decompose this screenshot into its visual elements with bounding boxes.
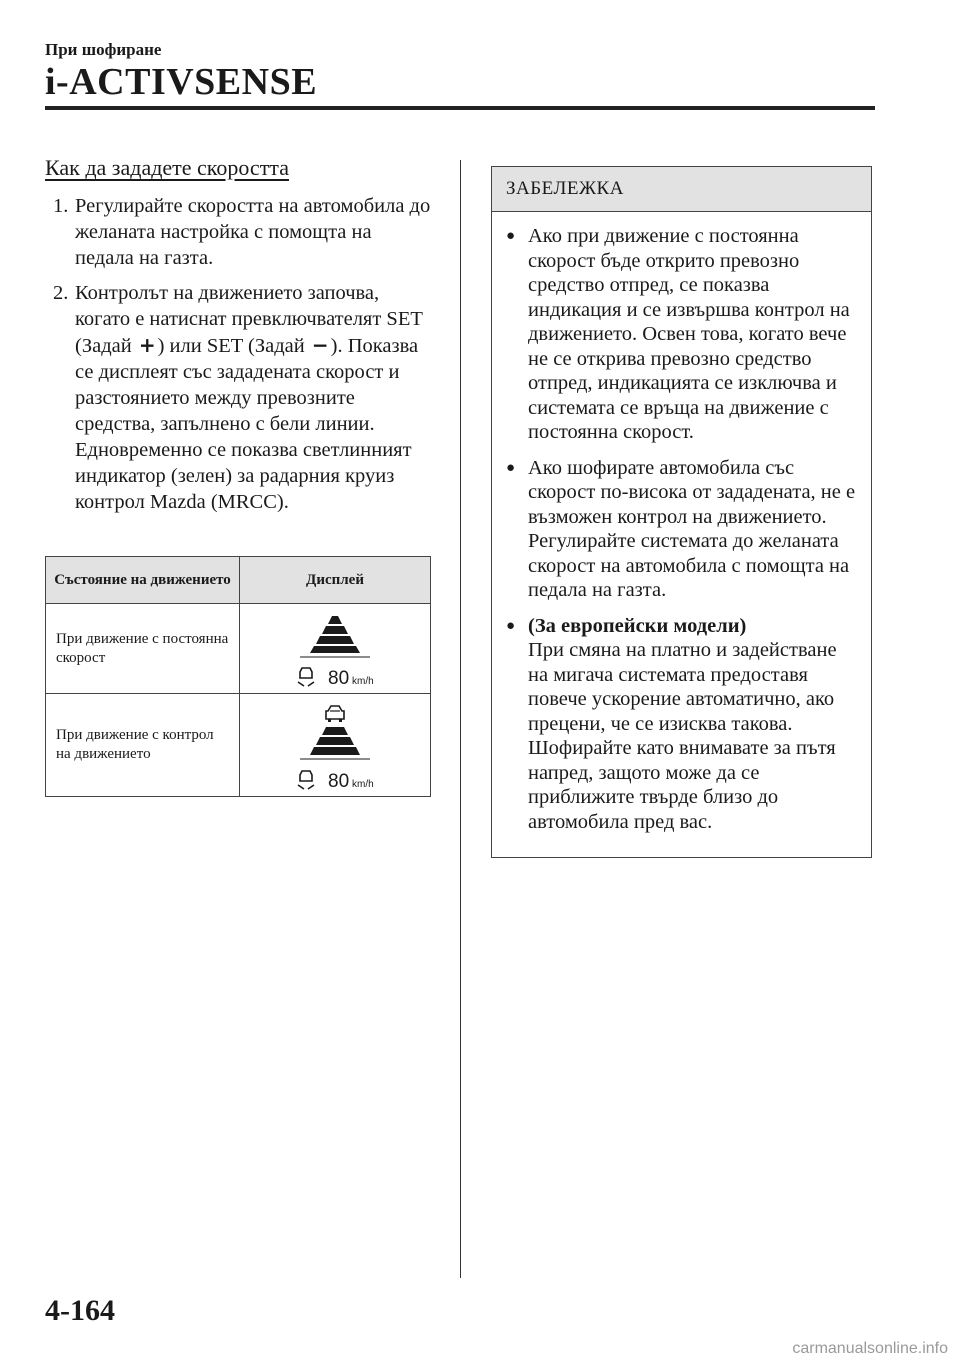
note-text: При смяна на платно и задействане на мигача системата предоставя повече ускорение автоматично, ако прецени, че се изисква такова. Шофирайте като внимавате за пътя напред, защото може да се приближите твърде близо до автомобила пред вас. [528, 639, 837, 833]
speed-unit: km/h [352, 779, 374, 790]
subheading: Как да зададете скоростта [45, 155, 289, 180]
distance-bars-icon [310, 616, 360, 653]
step-text: ) или SET (Задай [157, 335, 310, 357]
row-display [240, 604, 431, 694]
table-header-row [46, 557, 431, 604]
row-display [240, 694, 431, 797]
note-item [506, 614, 861, 835]
step-2 [45, 280, 433, 515]
table-row [46, 604, 431, 694]
vehicle-ahead-icon [326, 706, 344, 722]
table-row [46, 694, 431, 797]
note-item [506, 456, 861, 603]
radar-car-icon [298, 771, 314, 789]
step-text: ). Показва се дисплеят със зададената скорост и разстоянието между превозните средства, запълнено с бели линии. Едновременно се показва светлинният индикатор (зелен) за радарния круиз контрол Mazda (MRCC). [75, 335, 419, 513]
note-list [492, 212, 871, 834]
watermark: carmanualsonline.info [792, 1340, 948, 1357]
set-speed-value: 80 [328, 771, 350, 792]
note-box [491, 166, 872, 858]
note-text: Ако шофирате автомобила със скорост по-висока от зададената, не е възможен контрол на движението. Регулирайте системата до желаната скорост на автомобила с помощта на педала на газта. [528, 456, 856, 601]
note-item [506, 224, 861, 445]
note-text: Ако при движение с постоянна скорост бъде открито превозно средство отпред, се показва индикация и се извършва контрол на движението. Освен това, когато вече не се открива превозно средство отпред, индикацията се изключва и системата се връща на движение с постоянна скорост. [528, 225, 850, 443]
section-label: При шофиране [45, 40, 162, 59]
minus-icon: − [311, 333, 329, 357]
step-text: Контролът на движението започва, когато е натиснат превключвателят SET (Задай [75, 282, 423, 357]
bullet-icon: ● [506, 459, 516, 476]
plus-icon: + [138, 333, 156, 357]
step-1 [45, 193, 433, 271]
header-rule [45, 106, 875, 110]
bullet-icon: ● [506, 617, 516, 634]
header-status: Състояние на движението [46, 557, 240, 604]
section-title: i-ACTIVSENSE [45, 61, 318, 103]
step-text: Регулирайте скоростта на автомобила до желаната настройка с помощта на педала на газта. [75, 195, 431, 269]
step-number: 1. [53, 195, 69, 217]
left-column [45, 155, 433, 524]
set-speed-value: 80 [328, 667, 350, 689]
row-status: При движение с контрол на движението [46, 694, 240, 797]
speed-unit: km/h [352, 675, 374, 687]
column-divider [460, 160, 461, 1278]
bullet-icon: ● [506, 228, 516, 244]
header-display: Дисплей [240, 557, 431, 604]
step-number: 2. [53, 282, 69, 304]
note-subheading: (За европейски модели) [528, 614, 747, 637]
page-number: 4-164 [45, 1294, 115, 1327]
cruise-display-graphic [240, 606, 430, 692]
row-status: При движение с постоянна скорост [46, 604, 240, 694]
radar-car-icon [298, 668, 314, 686]
note-title: ЗАБЕЛЕЖКА [492, 167, 871, 212]
steps-list [45, 193, 433, 515]
status-table [45, 556, 431, 797]
distance-bars-icon [310, 727, 360, 755]
cruise-display-graphic [240, 695, 430, 795]
